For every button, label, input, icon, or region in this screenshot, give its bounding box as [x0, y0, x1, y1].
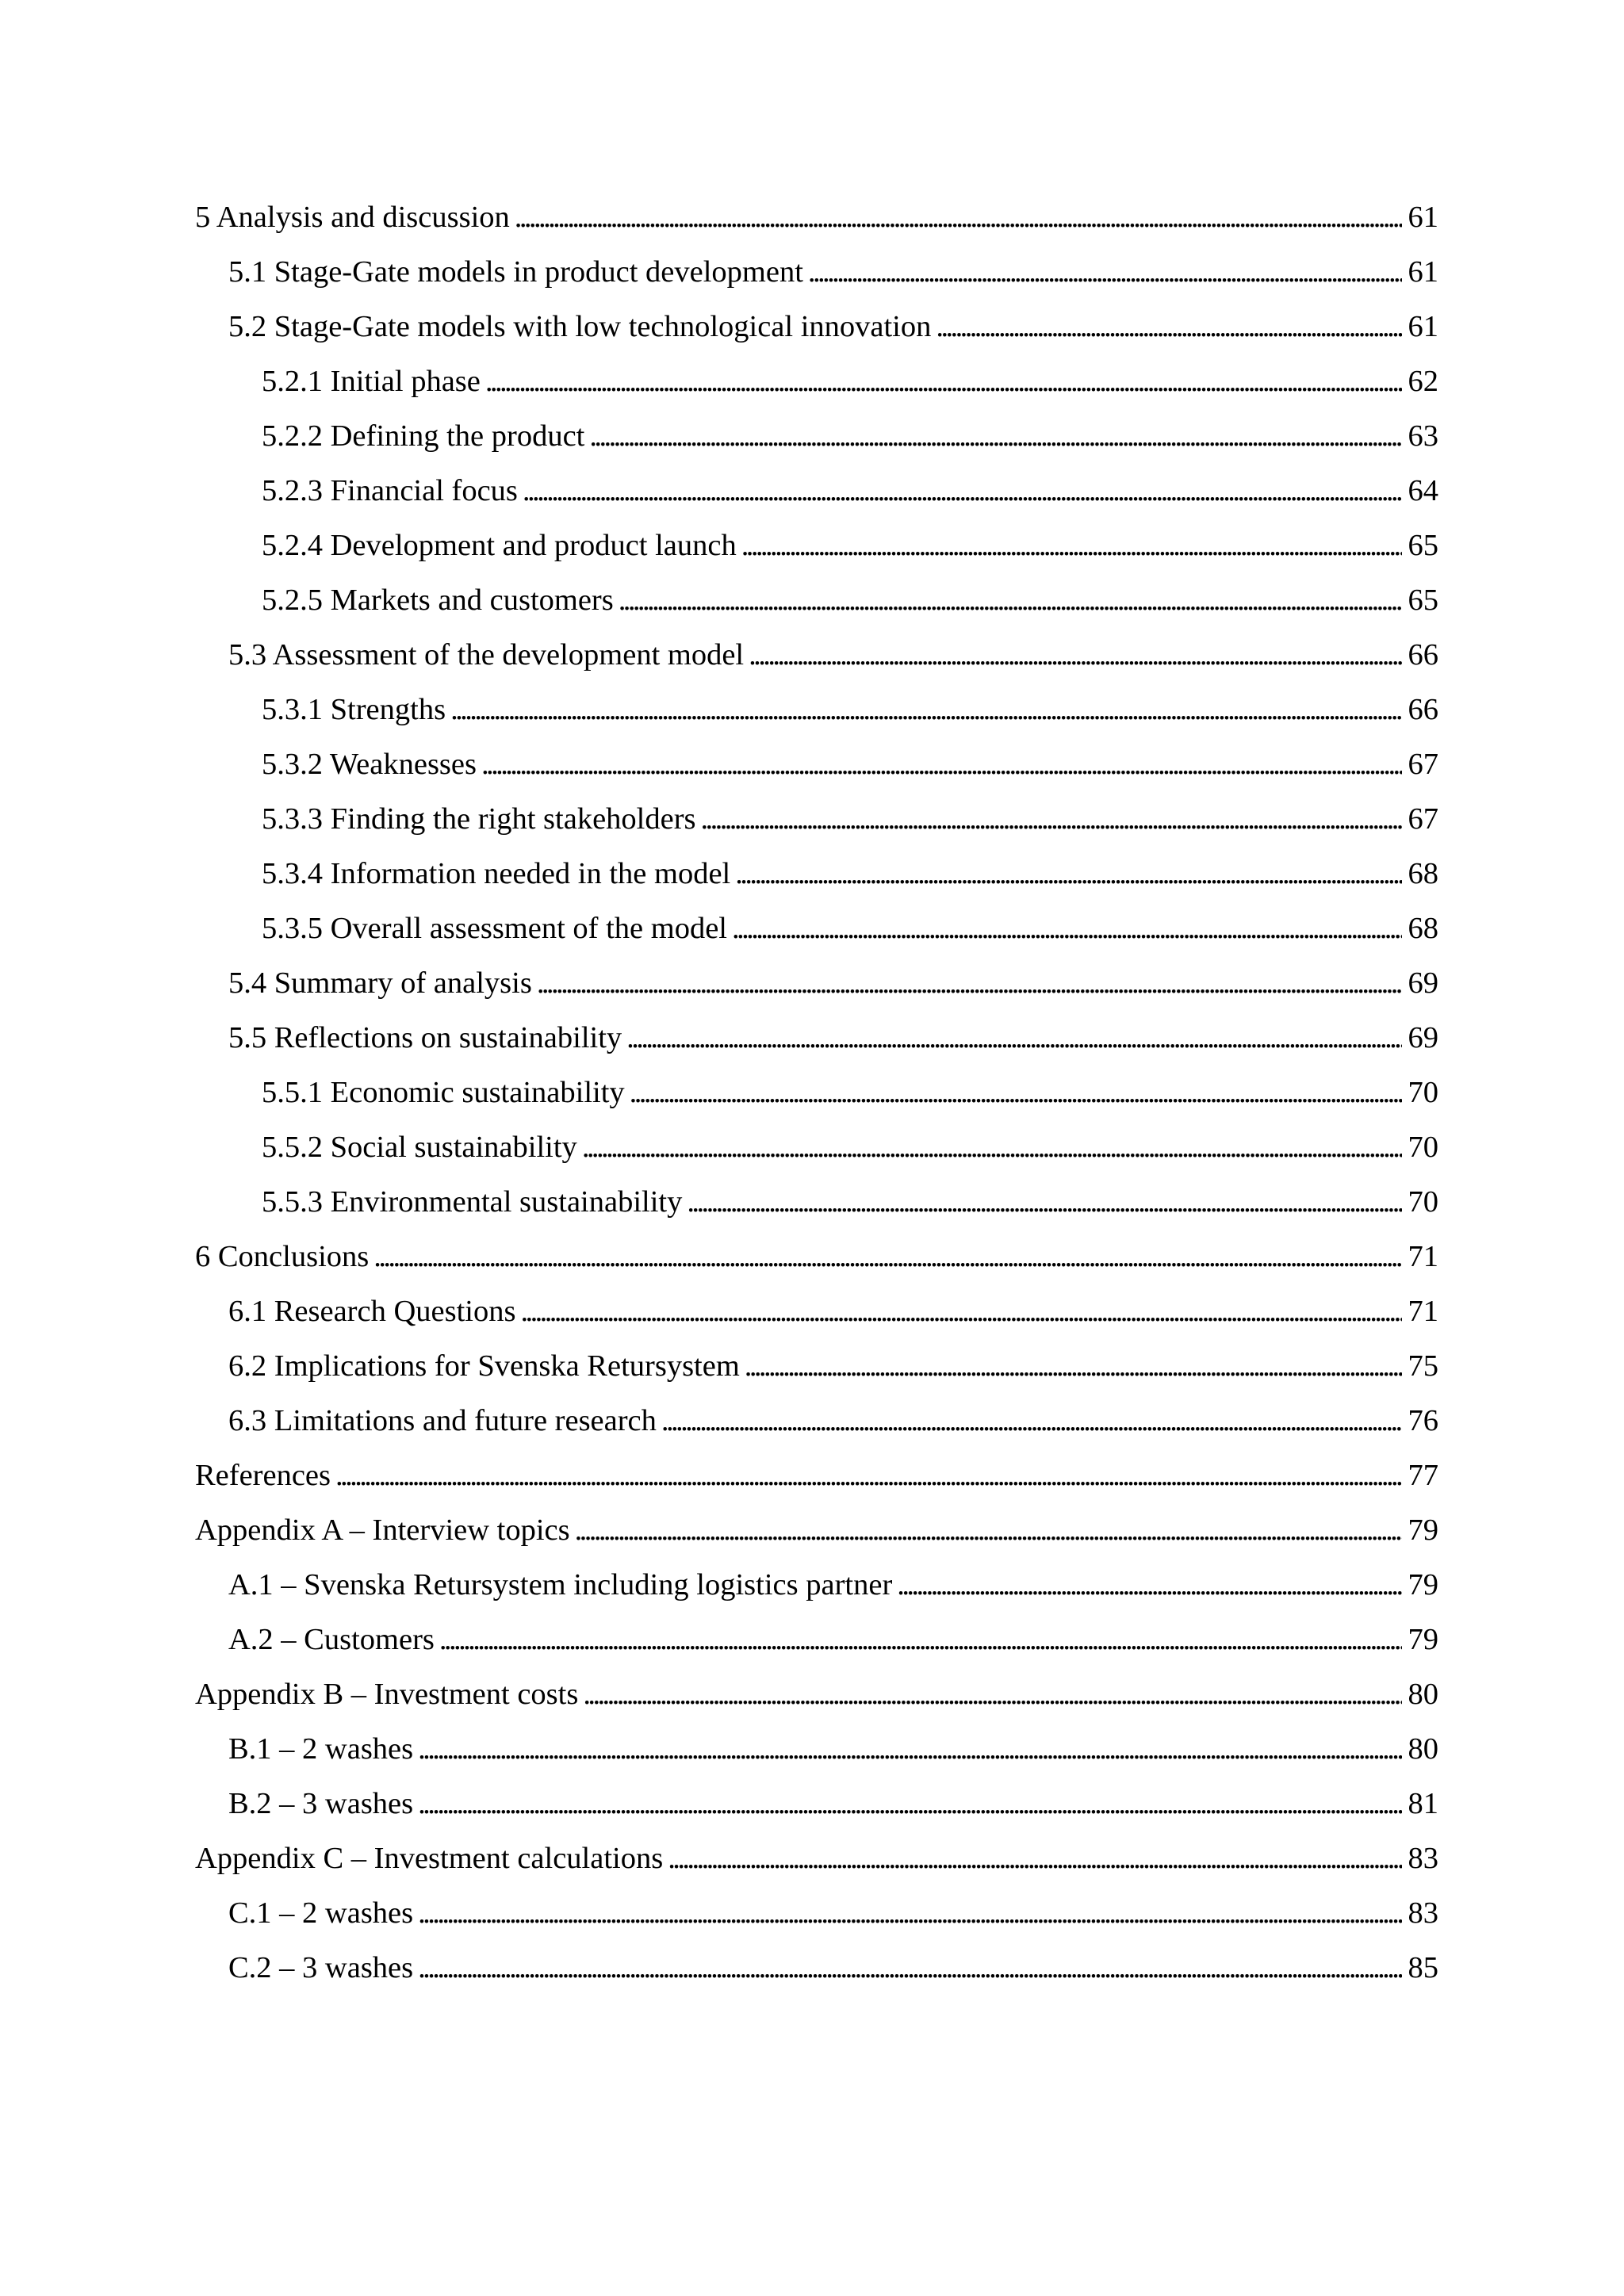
toc-entry-title: 5.3.2 Weaknesses	[262, 748, 477, 781]
toc-entry[interactable]	[195, 956, 1438, 1011]
toc-entry[interactable]	[195, 1011, 1438, 1066]
toc-entry-page-number: 68	[1408, 912, 1438, 945]
toc-entry-page-number: 65	[1408, 584, 1438, 617]
toc-entry-page-number: 70	[1408, 1076, 1438, 1109]
toc-entry-title: 5.2.5 Markets and customers	[262, 584, 614, 617]
toc-entry-title: 6 Conclusions	[195, 1240, 370, 1273]
toc-entry-title: 5.1 Stage-Gate models in product development	[228, 255, 803, 289]
toc-entry-title: Appendix B – Investment costs	[195, 1678, 579, 1711]
toc-entry[interactable]	[195, 1558, 1438, 1613]
toc-entry[interactable]	[195, 190, 1438, 245]
toc-entry[interactable]	[195, 1284, 1438, 1339]
dot-leader	[936, 300, 1402, 354]
toc-entry[interactable]	[195, 1941, 1438, 1996]
dot-leader	[808, 245, 1402, 300]
toc-entry-page-number: 61	[1408, 310, 1438, 343]
toc-entry-page-number: 67	[1408, 748, 1438, 781]
dot-leader	[373, 1230, 1402, 1284]
toc-entry[interactable]	[195, 683, 1438, 737]
toc-entry-title: 5.3.5 Overall assessment of the model	[262, 912, 727, 945]
toc-entry-title: 5.2.3 Financial focus	[262, 474, 518, 507]
toc-entry-page-number: 83	[1408, 1896, 1438, 1930]
dot-leader	[749, 628, 1402, 683]
toc-entry-page-number: 80	[1408, 1732, 1438, 1766]
toc-entry-title: 5.3.3 Finding the right stakeholders	[262, 802, 696, 836]
dot-leader	[450, 683, 1402, 737]
toc-entry-title: C.2 – 3 washes	[228, 1951, 414, 1984]
toc-entry-title: 6.3 Limitations and future research	[228, 1404, 657, 1437]
dot-leader	[735, 847, 1402, 901]
toc-entry-page-number: 61	[1408, 201, 1438, 234]
toc-entry-title: 5.4 Summary of analysis	[228, 966, 532, 1000]
toc-entry-title: C.1 – 2 washes	[228, 1896, 414, 1930]
toc-entry[interactable]	[195, 1230, 1438, 1284]
toc-entry-page-number: 62	[1408, 365, 1438, 398]
dot-leader	[741, 519, 1402, 573]
table-of-contents	[195, 190, 1438, 1996]
toc-entry[interactable]	[195, 464, 1438, 519]
dot-leader	[575, 1503, 1402, 1558]
toc-entry-title: 5.5.3 Environmental sustainability	[262, 1185, 683, 1219]
toc-entry[interactable]	[195, 792, 1438, 847]
dot-leader	[523, 464, 1402, 519]
toc-entry-page-number: 66	[1408, 638, 1438, 672]
dot-leader	[668, 1831, 1402, 1886]
toc-entry-page-number: 63	[1408, 419, 1438, 453]
toc-entry[interactable]	[195, 1175, 1438, 1230]
toc-entry-page-number: 79	[1408, 1513, 1438, 1547]
toc-entry[interactable]	[195, 1448, 1438, 1503]
dot-leader	[626, 1011, 1402, 1066]
toc-entry-page-number: 68	[1408, 857, 1438, 890]
toc-entry-page-number: 71	[1408, 1295, 1438, 1328]
toc-entry-page-number: 80	[1408, 1678, 1438, 1711]
toc-entry-title: 5.3.4 Information needed in the model	[262, 857, 731, 890]
toc-entry[interactable]	[195, 300, 1438, 354]
toc-entry[interactable]	[195, 354, 1438, 409]
dot-leader	[661, 1394, 1402, 1448]
toc-entry[interactable]	[195, 1503, 1438, 1558]
dot-leader	[619, 573, 1402, 628]
toc-entry-title: Appendix C – Investment calculations	[195, 1842, 664, 1875]
dot-leader	[481, 737, 1402, 792]
dot-leader	[537, 956, 1402, 1011]
dot-leader	[583, 1667, 1402, 1722]
dot-leader	[701, 792, 1403, 847]
toc-entry-page-number: 76	[1408, 1404, 1438, 1437]
toc-entry[interactable]	[195, 1613, 1438, 1667]
toc-entry[interactable]	[195, 628, 1438, 683]
toc-entry[interactable]	[195, 901, 1438, 956]
toc-entry[interactable]	[195, 1120, 1438, 1175]
dot-leader	[485, 354, 1402, 409]
toc-entry-title: 6.2 Implications for Svenska Retursystem	[228, 1349, 740, 1383]
toc-entry-title: A.1 – Svenska Retursystem including logistics partner	[228, 1568, 893, 1601]
toc-entry[interactable]	[195, 1066, 1438, 1120]
toc-entry[interactable]	[195, 573, 1438, 628]
toc-entry-page-number: 69	[1408, 1021, 1438, 1054]
toc-entry[interactable]	[195, 1339, 1438, 1394]
toc-entry-page-number: 64	[1408, 474, 1438, 507]
toc-entry-title: 5.2 Stage-Gate models with low technological innovation	[228, 310, 932, 343]
toc-entry-title: 5.3 Assessment of the development model	[228, 638, 745, 672]
toc-entry-page-number: 83	[1408, 1842, 1438, 1875]
toc-entry-page-number: 81	[1408, 1787, 1438, 1820]
toc-entry-title: 5.2.4 Development and product launch	[262, 529, 737, 562]
toc-entry-title: A.2 – Customers	[228, 1623, 435, 1656]
toc-entry-page-number: 85	[1408, 1951, 1438, 1984]
toc-entry[interactable]	[195, 245, 1438, 300]
toc-entry-page-number: 66	[1408, 693, 1438, 726]
toc-entry-page-number: 70	[1408, 1131, 1438, 1164]
dot-leader	[515, 190, 1402, 245]
toc-entry-title: References	[195, 1459, 331, 1492]
toc-entry[interactable]	[195, 1777, 1438, 1831]
toc-entry-page-number: 61	[1408, 255, 1438, 289]
toc-entry-title: B.1 – 2 washes	[228, 1732, 414, 1766]
toc-entry[interactable]	[195, 1394, 1438, 1448]
toc-entry-page-number: 71	[1408, 1240, 1438, 1273]
dot-leader	[439, 1613, 1402, 1667]
dot-leader	[520, 1284, 1402, 1339]
toc-entry[interactable]	[195, 1831, 1438, 1886]
dot-leader	[897, 1558, 1402, 1613]
toc-entry-page-number: 79	[1408, 1568, 1438, 1601]
toc-entry[interactable]	[195, 409, 1438, 464]
toc-entry-title: 6.1 Research Questions	[228, 1295, 516, 1328]
toc-entry-page-number: 70	[1408, 1185, 1438, 1219]
toc-entry[interactable]	[195, 1667, 1438, 1722]
dot-leader	[582, 1120, 1402, 1175]
dot-leader	[687, 1175, 1402, 1230]
dot-leader	[418, 1941, 1402, 1996]
toc-entry-page-number: 65	[1408, 529, 1438, 562]
toc-entry-title: 5.2.2 Defining the product	[262, 419, 585, 453]
toc-entry-title: Appendix A – Interview topics	[195, 1513, 570, 1547]
toc-entry[interactable]	[195, 847, 1438, 901]
toc-entry-title: 5.5 Reflections on sustainability	[228, 1021, 622, 1054]
toc-entry[interactable]	[195, 519, 1438, 573]
toc-entry-page-number: 77	[1408, 1459, 1438, 1492]
toc-entry[interactable]	[195, 1886, 1438, 1941]
toc-entry-title: B.2 – 3 washes	[228, 1787, 414, 1820]
dot-leader	[418, 1886, 1402, 1941]
toc-entry-page-number: 79	[1408, 1623, 1438, 1656]
toc-entry-page-number: 69	[1408, 966, 1438, 1000]
toc-entry-title: 5 Analysis and discussion	[195, 201, 510, 234]
dot-leader	[335, 1448, 1402, 1503]
toc-entry-page-number: 75	[1408, 1349, 1438, 1383]
dot-leader	[418, 1777, 1402, 1831]
toc-entry[interactable]	[195, 1722, 1438, 1777]
toc-entry[interactable]	[195, 737, 1438, 792]
dot-leader	[732, 901, 1402, 956]
dot-leader	[418, 1722, 1402, 1777]
dot-leader	[745, 1339, 1402, 1394]
toc-entry-page-number: 67	[1408, 802, 1438, 836]
dot-leader	[630, 1066, 1402, 1120]
toc-entry-title: 5.2.1 Initial phase	[262, 365, 481, 398]
toc-entry-title: 5.3.1 Strengths	[262, 693, 446, 726]
dot-leader	[589, 409, 1402, 464]
toc-entry-title: 5.5.1 Economic sustainability	[262, 1076, 625, 1109]
toc-entry-title: 5.5.2 Social sustainability	[262, 1131, 577, 1164]
